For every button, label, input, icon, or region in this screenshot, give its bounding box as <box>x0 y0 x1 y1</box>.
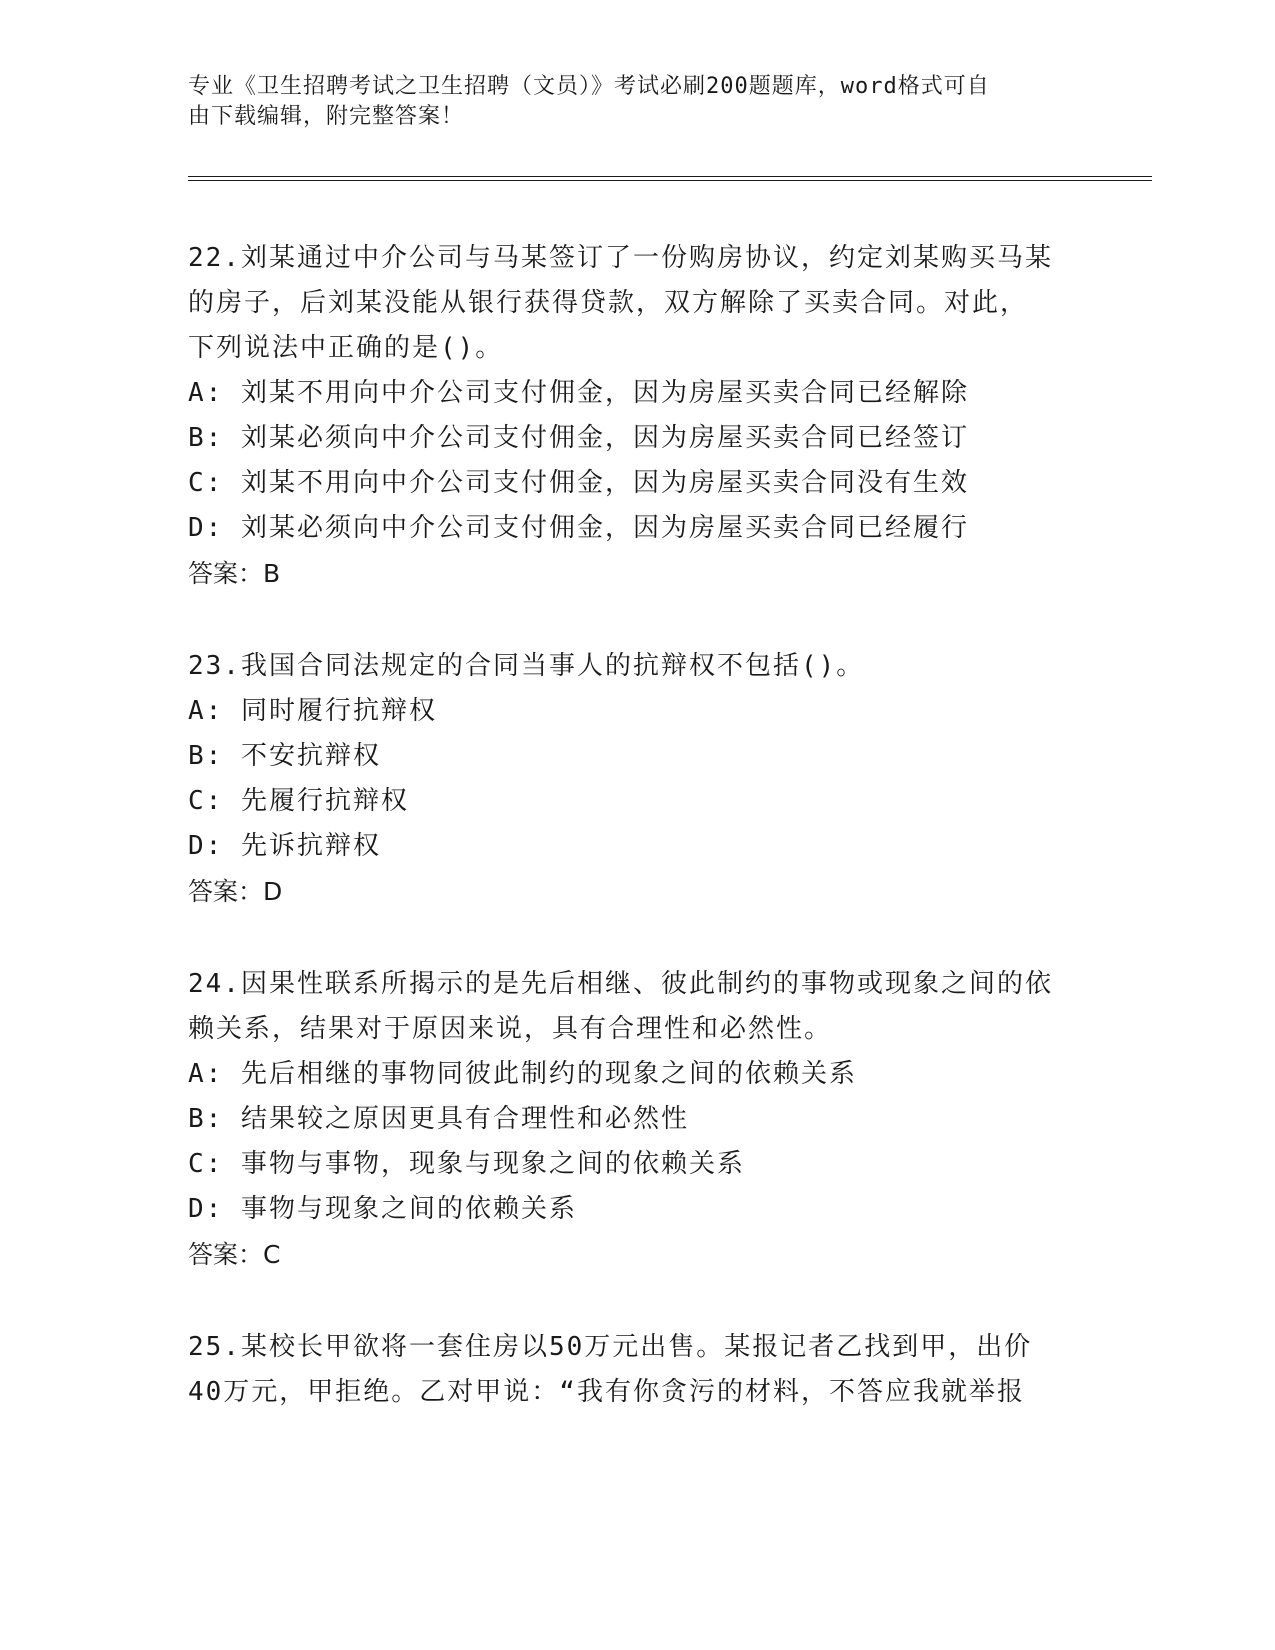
option-b: B: 不安抗辩权 <box>188 741 381 771</box>
question-gap <box>188 596 1088 644</box>
option-a: A: 先后相继的事物同彼此制约的现象之间的依赖关系 <box>188 1059 857 1089</box>
question-stem-line: 25.某校长甲欲将一套住房以50万元出售。某报记者乙找到甲，出价 <box>188 1332 1033 1362</box>
option-d: D: 先诉抗辩权 <box>188 831 381 861</box>
question-stem-line: 赖关系，结果对于原因来说，具有合理性和必然性。 <box>188 1014 833 1044</box>
option-a: A: 同时履行抗辩权 <box>188 696 437 726</box>
option-a: A: 刘某不用向中介公司支付佣金，因为房屋买卖合同已经解除 <box>188 378 969 408</box>
option-d: D: 刘某必须向中介公司支付佣金，因为房屋买卖合同已经履行 <box>188 513 969 543</box>
option-d: D: 事物与现象之间的依赖关系 <box>188 1194 577 1224</box>
question-23 <box>188 644 1088 914</box>
question-24 <box>188 962 1088 1277</box>
header-line-2: 由下载编辑，附完整答案！ <box>188 104 465 129</box>
question-stem-line: 23.我国合同法规定的合同当事人的抗辩权不包括()。 <box>188 651 865 681</box>
option-b: B: 结果较之原因更具有合理性和必然性 <box>188 1104 689 1134</box>
question-stem-line: 的房子，后刘某没能从银行获得贷款，双方解除了买卖合同。对此， <box>188 288 1029 318</box>
option-c: C: 刘某不用向中介公司支付佣金，因为房屋买卖合同没有生效 <box>188 468 969 498</box>
option-b: B: 刘某必须向中介公司支付佣金，因为房屋买卖合同已经签订 <box>188 423 969 453</box>
answer-line: 答案：C <box>188 1240 281 1269</box>
question-stem-line: 24.因果性联系所揭示的是先后相继、彼此制约的事物或现象之间的依 <box>188 969 1053 999</box>
option-c: C: 事物与事物，现象与现象之间的依赖关系 <box>188 1149 745 1179</box>
question-25 <box>188 1325 1088 1415</box>
question-gap <box>188 914 1088 962</box>
header-divider <box>188 176 1152 181</box>
question-stem-line: 40万元，甲拒绝。乙对甲说：“我有你贪污的材料，不答应我就举报 <box>188 1377 1025 1407</box>
question-list <box>188 236 1088 1415</box>
question-22 <box>188 236 1088 596</box>
answer-line: 答案：B <box>188 559 281 588</box>
option-c: C: 先履行抗辩权 <box>188 786 409 816</box>
document-header <box>188 72 1068 132</box>
question-gap <box>188 1277 1088 1325</box>
question-stem-line: 下列说法中正确的是()。 <box>188 333 504 363</box>
header-line-1: 专业《卫生招聘考试之卫生招聘（文员）》考试必刷200题题库，word格式可自 <box>188 74 990 99</box>
answer-line: 答案：D <box>188 877 283 906</box>
question-stem-line: 22.刘某通过中介公司与马某签订了一份购房协议，约定刘某购买马某 <box>188 243 1053 273</box>
